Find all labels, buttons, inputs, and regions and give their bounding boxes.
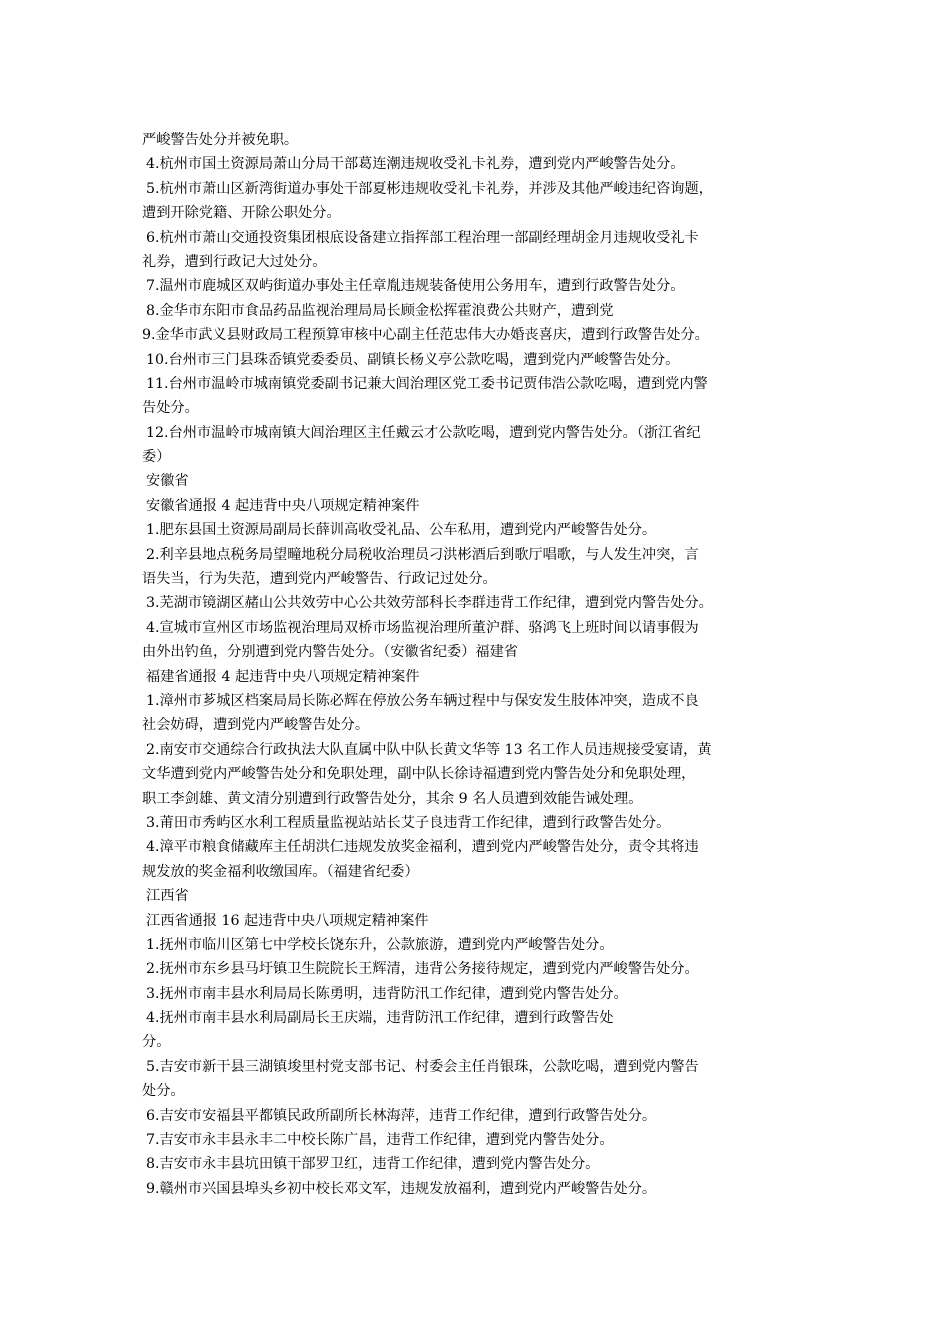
text-line: 2.南安市交通综合行政执法大队直属中队中队长黄文华等 13 名工作人员违规接受宴请，黄 — [146, 741, 712, 758]
text-line: 职工李剑雄、黄文清分别遭到行政警告处分，其余 9 名人员遭到效能告诫处理。 — [142, 790, 643, 807]
text-line: 5.吉安市新干县三湖镇埈里村党支部书记、村委会主任肖银珠，公款吃喝，遭到党内警告 — [146, 1058, 699, 1075]
text-line: 9.金华市武义县财政局工程预算审核中心副主任范忠伟大办婚丧喜庆，遭到行政警告处分。 — [142, 327, 709, 344]
text-line: 2.利辛县地点税务局望疃地税分局税收治理员刁洪彬酒后到歌厅唱歌，与人发生冲突，言 — [146, 546, 699, 563]
text-line: 11.台州市温岭市城南镇党委副书记兼大闾治理区党工委书记贾伟浩公款吃喝，遭到党内警 — [146, 375, 708, 392]
text-line: 礼券，遭到行政记大过处分。 — [142, 253, 327, 270]
text-line: 由外出钓鱼，分别遭到党内警告处分。（安徽省纪委）福建省 — [142, 644, 518, 661]
text-line: 4.漳平市粮食储藏库主任胡洪仁违规发放奖金福利，遭到党内严峻警告处分，责令其将违 — [146, 839, 699, 856]
text-line: 7.吉安市永丰县永丰二中校长陈广昌，违背工作纪律，遭到党内警告处分。 — [146, 1132, 614, 1149]
text-line: 4.抚州市南丰县水利局副局长王庆端，违背防汛工作纪律，遭到行政警告处 — [146, 1010, 614, 1027]
text-line: 2.抚州市东乡县马圩镇卫生院院长王辉清，违背公务接待规定，遭到党内严峻警告处分。 — [146, 961, 699, 978]
text-line: 处分。 — [142, 1083, 185, 1100]
text-line: 严峻警告处分并被免职。 — [142, 132, 299, 148]
text-line: 福建省通报 4 起违背中央八项规定精神案件 — [146, 668, 420, 685]
text-line: 7.温州市鹿城区双屿街道办事处主任章胤违规装备使用公务用车，遭到行政警告处分。 — [146, 278, 685, 295]
text-line: 3.抚州市南丰县水利局局长陈勇明，违背防汛工作纪律，遭到党内警告处分。 — [146, 985, 628, 1002]
text-line: 3.莆田市秀屿区水利工程质量监视站站长艾子良违背工作纪律，遭到行政警告处分。 — [146, 814, 671, 831]
text-line: 9.赣州市兴国县埠头乡初中校长邓文军，违规发放福利，遭到党内严峻警告处分。 — [146, 1180, 657, 1197]
document-body — [142, 128, 822, 1201]
text-line: 1.肥东县国土资源局副局长薛训高收受礼品、公车私用，遭到党内严峻警告处分。 — [146, 522, 657, 539]
text-line: 文华遭到党内严峻警告处分和免职处理，副中队长徐诗福遭到党内警告处分和免职处理， — [142, 766, 696, 783]
text-line: 分。 — [142, 1034, 171, 1051]
text-line: 8.金华市东阳市食品药品监视治理局局长顾金松挥霍浪费公共财产，遭到党 — [146, 302, 614, 319]
text-line: 10.台州市三门县珠岙镇党委委员、副镇长杨义亭公款吃喝，遭到党内严峻警告处分。 — [146, 351, 680, 368]
text-line: 江西省通报 16 起违背中央八项规定精神案件 — [146, 912, 429, 929]
text-line: 4.杭州市国土资源局萧山分局干部葛连潮违规收受礼卡礼券，遭到党内严峻警告处分。 — [146, 156, 685, 173]
text-line: 8.吉安市永丰县坑田镇干部罗卫红，违背工作纪律，遭到党内警告处分。 — [146, 1156, 600, 1173]
text-line: 12.台州市温岭市城南镇大闾治理区主任戴云才公款吃喝，遭到党内警告处分。（浙江省纪 — [146, 424, 701, 441]
text-line: 社会妨碍，遭到党内严峻警告处分。 — [142, 717, 370, 734]
text-line: 6.吉安市安福县平都镇民政所副所长林海萍，违背工作纪律，遭到行政警告处分。 — [146, 1107, 657, 1124]
text-line: 遭到开除党籍、开除公职处分。 — [142, 205, 341, 222]
text-line: 安徽省 — [146, 473, 189, 490]
text-line: 1.漳州市芗城区档案局局长陈必辉在停放公务车辆过程中与保安发生肢体冲突，造成不良 — [146, 692, 699, 709]
text-line: 5.杭州市萧山区新湾街道办事处干部夏彬违规收受礼卡礼券，并涉及其他严峻违纪咨询题， — [146, 180, 713, 197]
text-line: 语失当，行为失范，遭到党内严峻警告、行政记过处分。 — [142, 571, 497, 588]
text-line: 6.杭州市萧山交通投资集团根底设备建立指挥部工程治理一部副经理胡金月违规收受礼卡 — [146, 229, 699, 246]
text-line: 3.芜湖市镜湖区赭山公共效劳中心公共效劳部科长李群违背工作纪律，遭到党内警告处分。 — [146, 595, 713, 612]
text-line: 委） — [142, 449, 171, 466]
text-line: 告处分。 — [142, 400, 199, 417]
text-line: 规发放的奖金福利收缴国库。（福建省纪委） — [142, 863, 419, 880]
text-line: 安徽省通报 4 起违背中央八项规定精神案件 — [146, 497, 420, 514]
text-line: 1.抚州市临川区第七中学校长饶东升，公款旅游，遭到党内严峻警告处分。 — [146, 936, 614, 953]
text-line: 4.宣城市宣州区市场监视治理局双桥市场监视治理所董沪群、骆鸿飞上班时间以请事假为 — [146, 619, 699, 636]
text-line: 江西省 — [146, 888, 189, 905]
